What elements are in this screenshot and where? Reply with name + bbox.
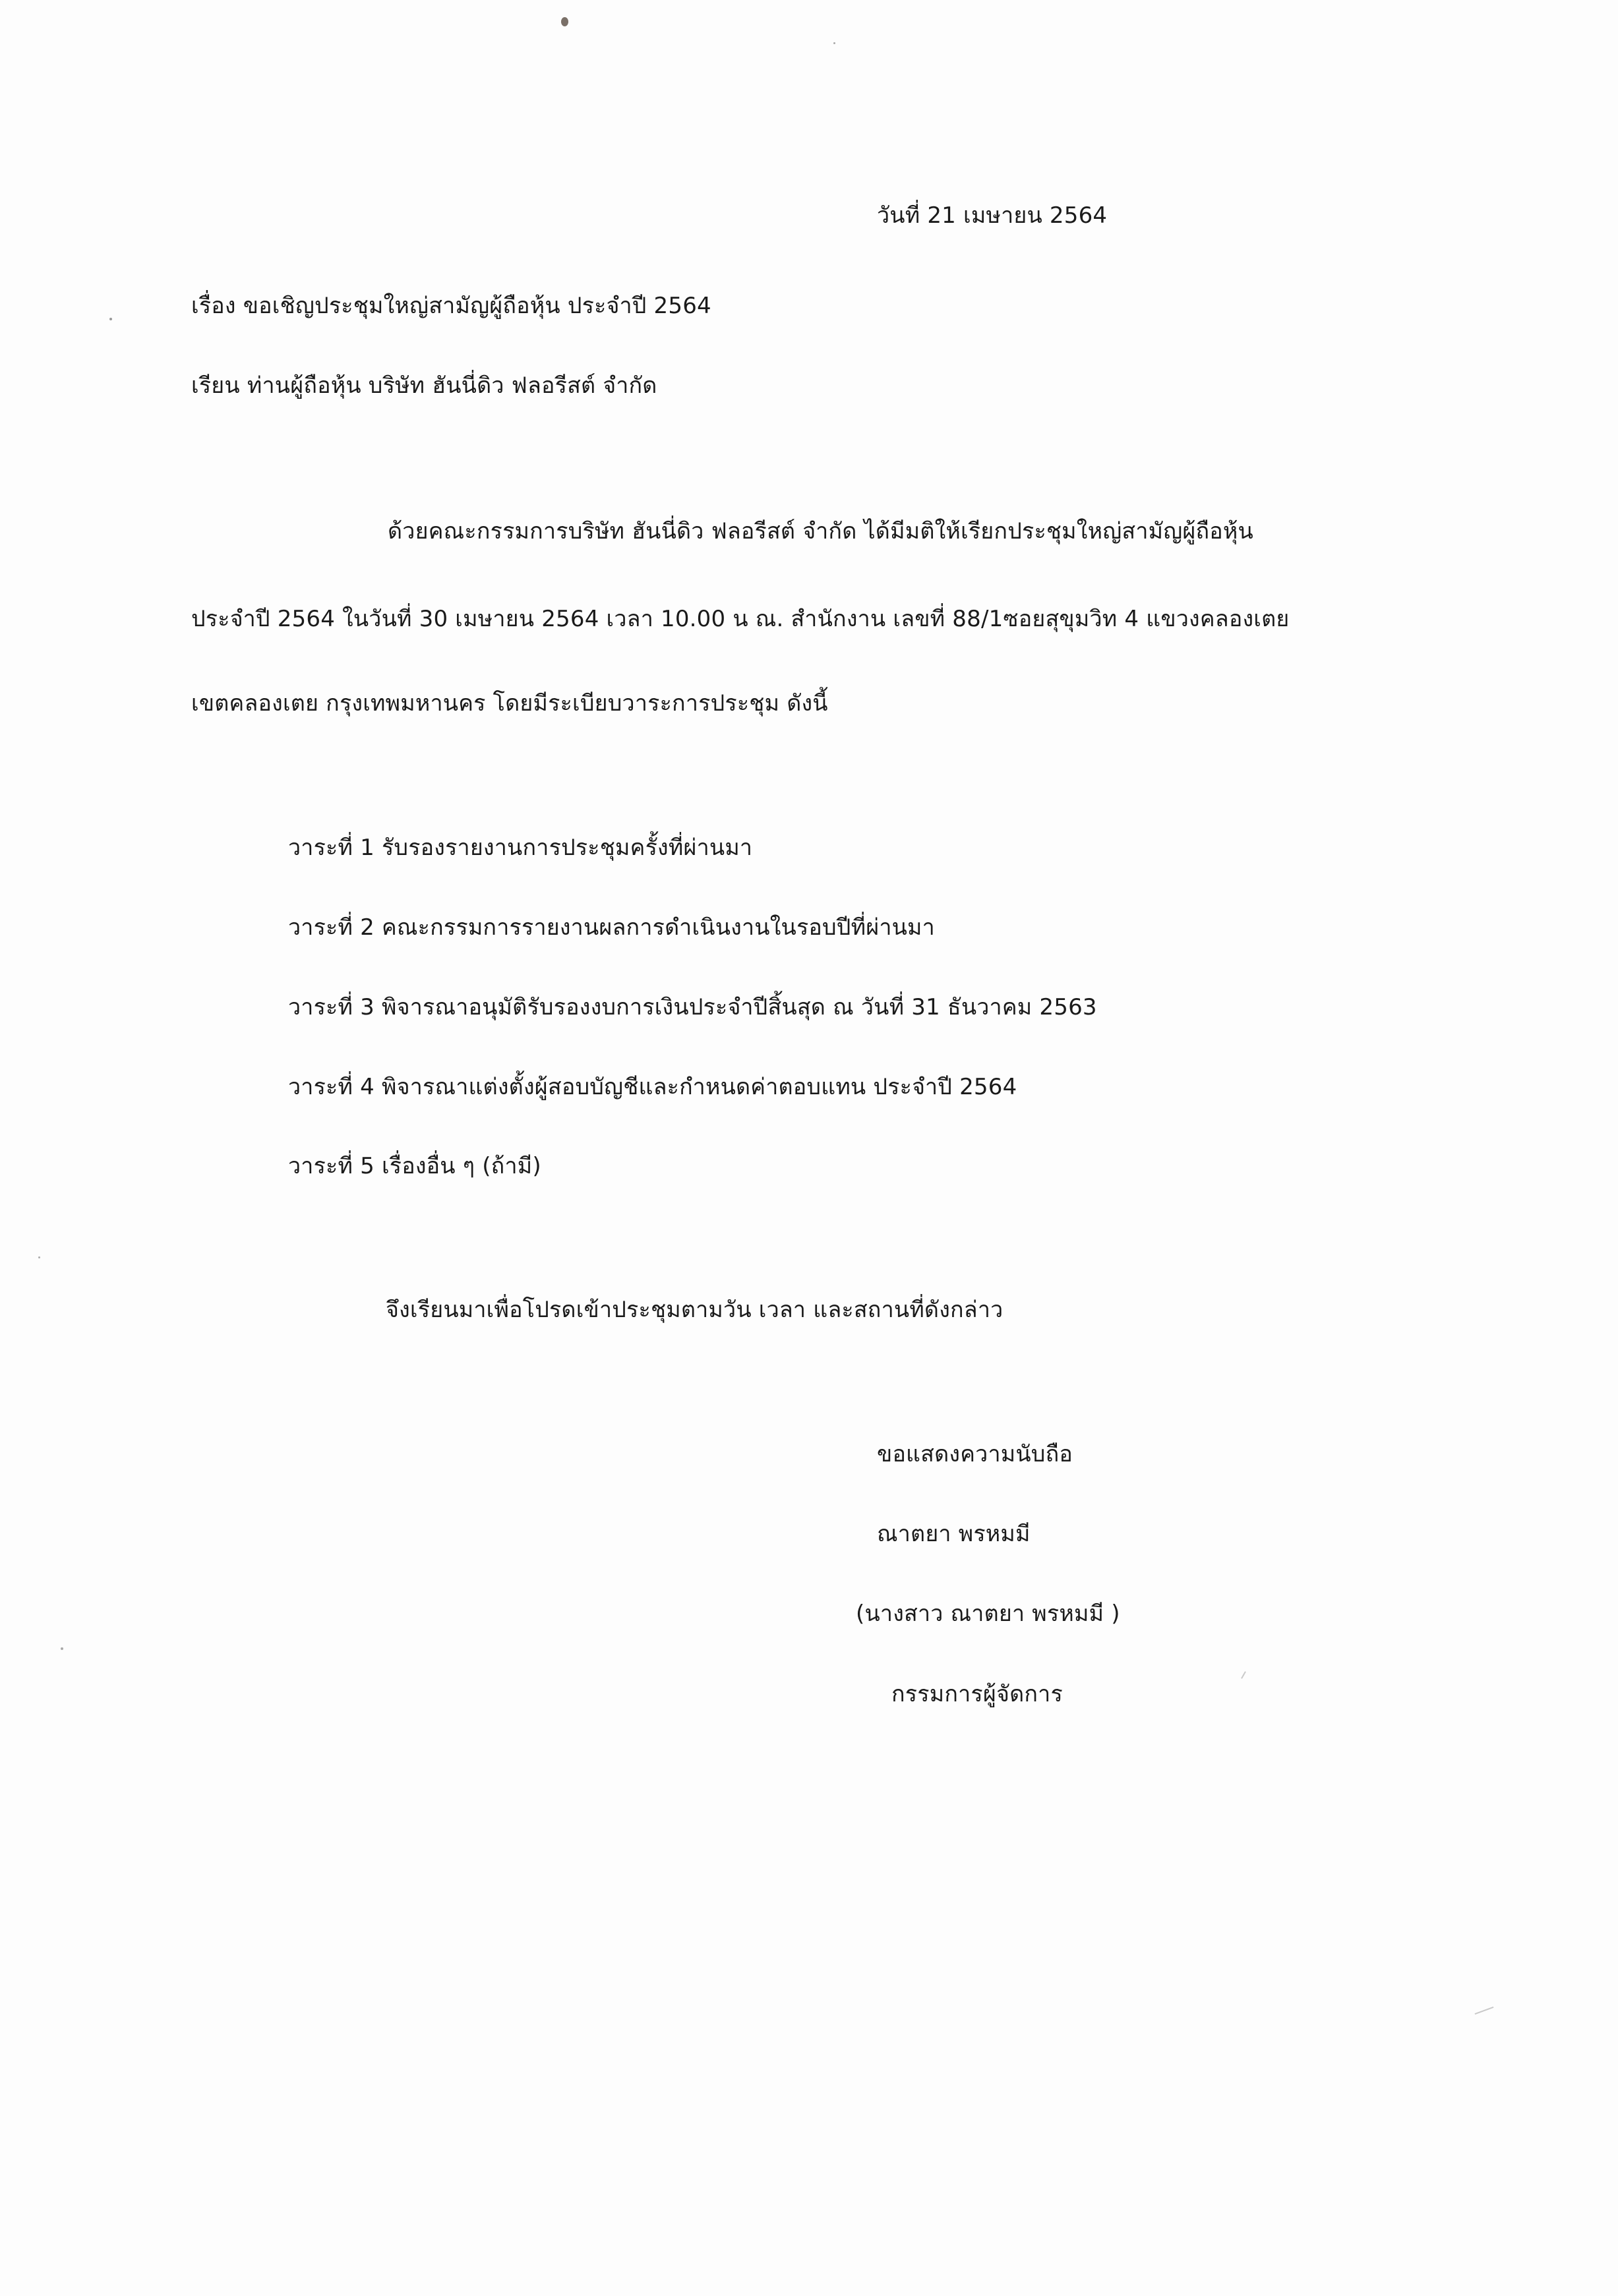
- scan-scratch: [1475, 2007, 1494, 2015]
- scan-speck: [833, 42, 835, 44]
- agenda-item: วาระที่ 1 รับรองรายงานการประชุมครั้งที่ผ่านมา: [288, 835, 753, 861]
- letter-salutation: เรียน ท่านผู้ถือหุ้น บริษัท ฮันนี่ดิว ฟลอรีสต์ จำกัด: [191, 372, 657, 399]
- scan-speck: [38, 1256, 40, 1258]
- body-paragraph-line: ประจำปี 2564 ในวันที่ 30 เมษายน 2564 เวลา 10.00 น ณ. สำนักงาน เลขที่ 88/1ซอยสุขุมวิท 4 แขวงคลองเตย: [191, 606, 1290, 632]
- signature-closing: ขอแสดงความนับถือ: [877, 1441, 1073, 1467]
- closing-paragraph: จึงเรียนมาเพื่อโปรดเข้าประชุมตามวัน เวลา และสถานที่ดังกล่าว: [386, 1297, 1004, 1323]
- agenda-item: วาระที่ 3 พิจารณาอนุมัติรับรองงบการเงินประจำปีสิ้นสุด ณ วันที่ 31 ธันวาคม 2563: [288, 994, 1097, 1020]
- body-paragraph-line: ด้วยคณะกรรมการบริษัท ฮันนี่ดิว ฟลอรีสต์ จำกัด ได้มีมติให้เรียกประชุมใหญ่สามัญผู้ถือหุ้น: [388, 518, 1253, 545]
- signature-position: กรรมการผู้จัดการ: [891, 1681, 1063, 1707]
- agenda-item: วาระที่ 5 เรื่องอื่น ๆ (ถ้ามี): [288, 1153, 541, 1179]
- agenda-item: วาระที่ 2 คณะกรรมการรายงานผลการดำเนินงานในรอบปีที่ผ่านมา: [288, 914, 935, 941]
- letter-subject: เรื่อง ขอเชิญประชุมใหญ่สามัญผู้ถือหุ้น ประจำปี 2564: [191, 293, 711, 319]
- scan-scratch: [1241, 1671, 1246, 1678]
- letter-date: วันที่ 21 เมษายน 2564: [877, 202, 1108, 229]
- scan-speck: [561, 17, 568, 26]
- scan-speck: [109, 318, 112, 320]
- signature-printed-name: (นางสาว ณาตยา พรหมมี ): [856, 1601, 1120, 1627]
- signature-signed-name: ณาตยา พรหมมี: [877, 1521, 1031, 1547]
- scan-speck: [61, 1647, 63, 1650]
- agenda-item: วาระที่ 4 พิจารณาแต่งตั้งผู้สอบบัญชีและกำหนดค่าตอบแทน ประจำปี 2564: [288, 1074, 1017, 1100]
- body-paragraph-line: เขตคลองเตย กรุงเทพมหานคร โดยมีระเบียบวาระการประชุม ดังนี้: [191, 690, 828, 717]
